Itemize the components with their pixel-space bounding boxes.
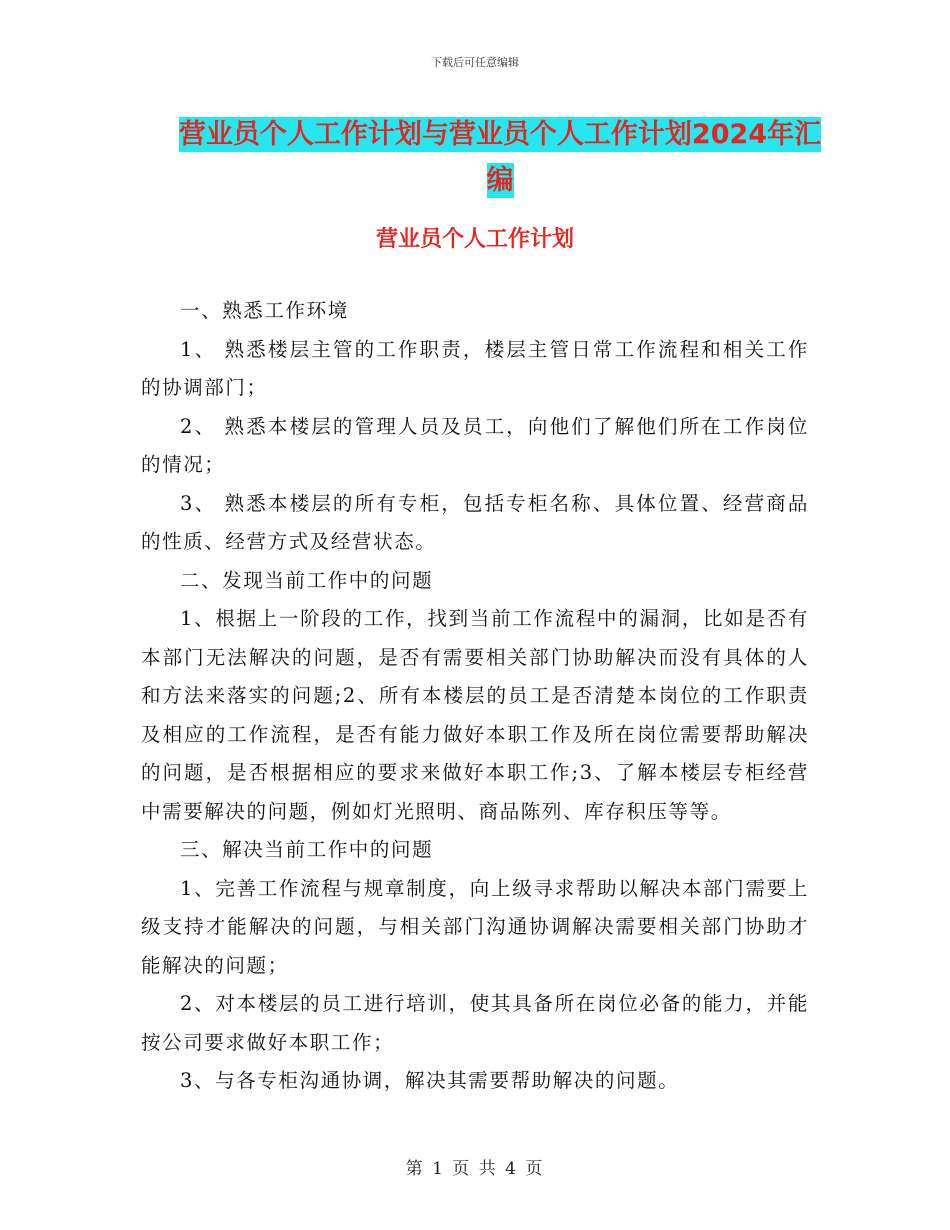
paragraph: 1、完善工作流程与规章制度，向上级寻求帮助以解决本部门需要上级支持才能解决的问题，与相关部门沟通协调解决需要相关部门协助才能解决的问题； bbox=[141, 876, 809, 977]
paragraph-heading-1: 一、熟悉工作环境 bbox=[180, 299, 349, 322]
paragraph: 1、 熟悉楼层主管的工作职责，楼层主管日常工作流程和相关工作的协调部门； bbox=[141, 337, 809, 399]
body-text bbox=[141, 292, 809, 1101]
header-note: 下载后可任意编辑 bbox=[431, 56, 519, 69]
paragraph-heading-2: 二、发现当前工作中的问题 bbox=[180, 568, 434, 592]
paragraph-heading-3: 三、解决当前工作中的问题 bbox=[180, 838, 434, 861]
paragraph: 2、对本楼层的员工进行培训，使其具备所在岗位必备的能力，并能按公司要求做好本职工作； bbox=[141, 992, 809, 1054]
paragraph: 2、 熟悉本楼层的管理人员及员工，向他们了解他们所在工作岗位的情况； bbox=[141, 414, 809, 476]
document-title-line1: 营业员个人工作计划与营业员个人工作计划2024年汇 bbox=[178, 119, 822, 150]
paragraph: 3、与各专柜沟通协调，解决其需要帮助解决的问题。 bbox=[180, 1069, 680, 1092]
document-title-line2: 编 bbox=[486, 165, 514, 196]
page-footer: 第 1 页 共 4 页 bbox=[405, 1159, 545, 1179]
paragraph: 3、 熟悉本楼层的所有专柜，包括专柜名称、具体位置、经营商品的性质、经营方式及经营状态。 bbox=[141, 491, 809, 553]
section-title: 营业员个人工作计划 bbox=[375, 227, 574, 252]
document-title bbox=[140, 112, 860, 204]
paragraph: 1、根据上一阶段的工作，找到当前工作流程中的漏洞，比如是否有本部门无法解决的问题，是否有需要相关部门协助解决而没有具体的人和方法来落实的问题;2、所有本楼层的员工是否清楚本岗位的工作职责及相应的工作流程，是否有能力做好本职工作及所在岗位需要帮助解决的问题，是否根据相应的要求来做好本职工作;3、了解本楼层专柜经营中需要解决的问题，例如灯光照明、商品陈列、库存积压等等。 bbox=[141, 607, 809, 823]
